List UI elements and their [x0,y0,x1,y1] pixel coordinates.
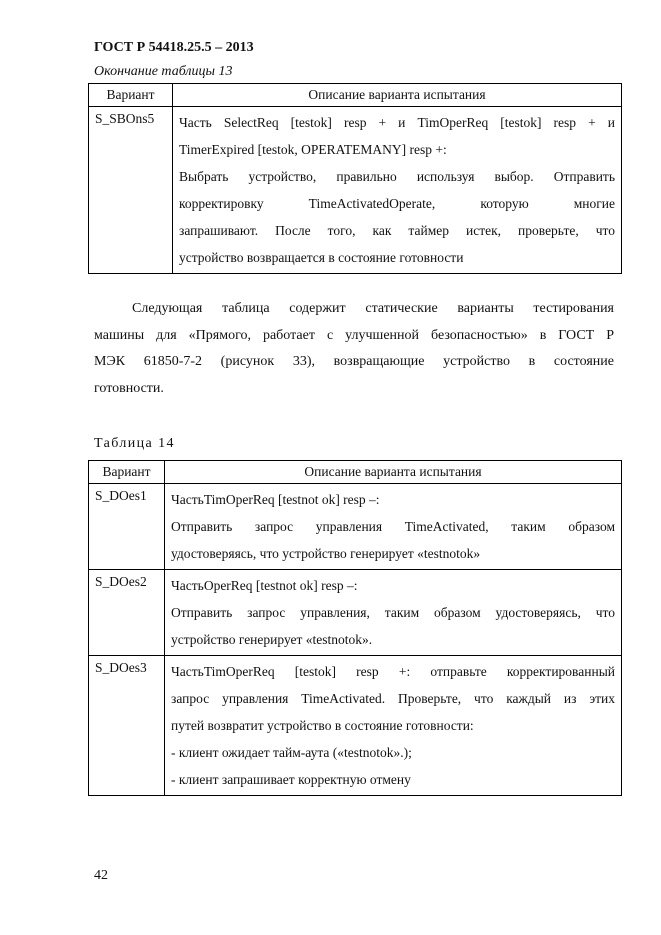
description-line: запрос управления TimeActivated. Проверьте, что каждый из этих [171,691,615,706]
table-row [89,656,622,796]
description-line: ЧастьTimOperReq [testnot ok] resp –: [171,492,380,507]
description-line: Отправить запрос управления TimeActivated, таким образом [171,519,615,534]
paragraph-line: машины для «Прямого, работает с улучшенной безопасностью» в ГОСТ Р [94,327,614,343]
row-id: S_DOes2 [89,570,165,656]
description-line: Выбрать устройство, правильно используя выбор. Отправить [179,169,615,184]
description-line: путей возвратит устройство в состояние готовности: [171,718,474,733]
row-id: S_DOes1 [89,484,165,570]
table-row [89,570,622,656]
table14-header-description: Описание варианта испытания [165,461,622,484]
description-line: устройство генерирует «testnotok». [171,632,373,647]
table14-caption: Таблица 14 [94,436,175,451]
row-id: S_DOes3 [89,656,165,796]
page-number: 42 [94,868,108,883]
table14-header-row [89,461,622,484]
description-line: Часть SelectReq [testok] resp + и TimOperReq [testok] resp + и [179,115,615,130]
row-description [165,656,622,796]
table13-header-row [89,84,622,107]
row-description [165,570,622,656]
description-line: ЧастьTimOperReq [testok] resp +: отправьте корректированный [171,664,615,679]
table-14 [88,460,622,796]
table-13 [88,83,622,274]
row-description [165,484,622,570]
row-description [173,107,622,274]
description-line: корректировку TimeActivatedOperate, которую многие [179,196,615,211]
table13-caption: Окончание таблицы 13 [94,64,233,79]
description-line: - клиент запрашивает корректную отмену [171,772,411,787]
description-line: Отправить запрос управления, таким образом удостоверяясь, что [171,605,615,620]
description-line: TimerExpired [testok, OPERATEMANY] resp +: [179,142,447,157]
table14-header-variant: Вариант [89,461,165,484]
description-line: запрашивают. После того, как таймер истек, проверьте, что [179,223,615,238]
paragraph-line: Следующая таблица содержит статические варианты тестирования [132,301,614,316]
table13-header-variant: Вариант [89,84,173,107]
description-line: - клиент ожидает тайм-аута («testnotok».); [171,745,412,760]
description-line: ЧастьOperReq [testnot ok] resp –: [171,578,358,593]
row-id: S_SBOns5 [89,107,173,274]
table13-header-description: Описание варианта испытания [173,84,622,107]
body-paragraph [94,296,614,402]
paragraph-line: готовности. [94,380,164,396]
description-line: удостоверяясь, что устройство генерирует «testnotok» [171,546,481,561]
document-title: ГОСТ Р 54418.25.5 – 2013 [94,40,254,55]
table-row [89,484,622,570]
description-line: устройство возвращается в состояние готовности [179,250,464,265]
table-row [89,107,622,274]
paragraph-line: МЭК 61850-7-2 (рисунок 33), возвращающие устройство в состояние [94,354,614,369]
